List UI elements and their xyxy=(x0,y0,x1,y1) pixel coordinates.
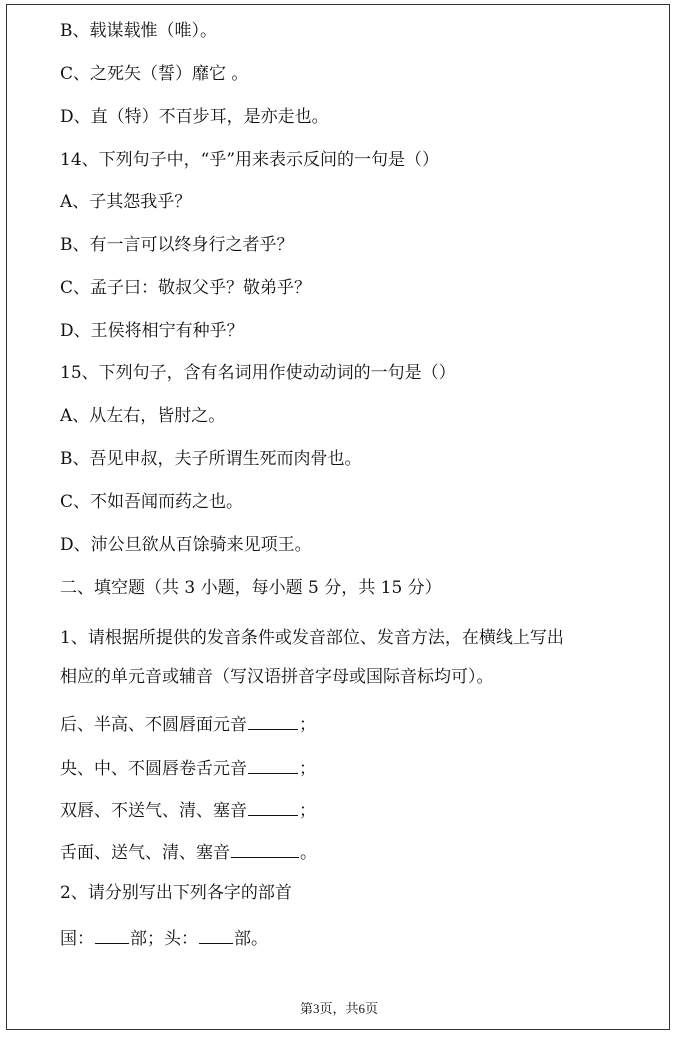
q15-option-b: B、吾见申叔，夫子所谓生死而肉骨也。 xyxy=(60,449,362,469)
radical-guo-blank[interactable] xyxy=(95,926,129,944)
answer-blank-1[interactable] xyxy=(248,712,298,730)
fill-item-1-text: 后、半高、不圆唇面元音 xyxy=(60,715,247,735)
radical-tou-label: 头： xyxy=(164,929,198,949)
fill-q2-stem: 2、请分别写出下列各字的部首 xyxy=(60,883,292,903)
answer-blank-3[interactable] xyxy=(248,798,298,816)
fill-item-2-text: 央、中、不圆唇卷舌元音 xyxy=(60,759,247,779)
q14-option-a: A、子其怨我乎？ xyxy=(60,192,192,212)
q13-option-d: D、直（特）不百步耳，是亦走也。 xyxy=(60,107,329,127)
fill-item-2 xyxy=(60,756,316,780)
fill-q1-line2: 相应的单元音或辅音（写汉语拼音字母或国际音标均可）。 xyxy=(60,667,494,687)
fill-q2-answers xyxy=(60,926,268,950)
radical-tou-blank[interactable] xyxy=(199,926,233,944)
radical-tou-end: 部。 xyxy=(234,929,268,949)
fill-item-4-end: 。 xyxy=(300,843,317,863)
fill-item-3-text: 双唇、不送气、清、塞音 xyxy=(60,801,247,821)
q15-option-c: C、不如吾闻而药之也。 xyxy=(60,492,244,512)
fill-item-1-end: ； xyxy=(299,715,316,735)
fill-item-4-text: 舌面、送气、清、塞音 xyxy=(60,843,230,863)
section2-title: 二、填空题（共 3 小题，每小题 5 分，共 15 分） xyxy=(60,578,442,598)
q14-option-c: C、孟子曰：敬叔父乎？敬弟乎？ xyxy=(60,278,312,298)
q13-option-c: C、之死矢（誓）靡它 。 xyxy=(60,64,249,84)
q14-option-b: B、有一言可以终身行之者乎？ xyxy=(60,235,294,255)
radical-guo-end: 部； xyxy=(130,929,164,949)
answer-blank-2[interactable] xyxy=(248,756,298,774)
fill-item-4 xyxy=(60,840,317,864)
q14-stem: 14、下列句子中，“乎”用来表示反问的一句是（） xyxy=(60,150,440,170)
fill-item-1 xyxy=(60,712,316,736)
q15-option-a: A、从左右，皆肘之。 xyxy=(60,406,226,426)
q15-option-d: D、沛公旦欲从百馀骑来见项王。 xyxy=(60,535,312,555)
q13-option-b: B、载谋载惟（唯）。 xyxy=(60,21,217,41)
fill-q1-line1: 1、请根据所提供的发音条件或发音部位、发音方法，在横线上写出 xyxy=(60,628,564,648)
answer-blank-4[interactable] xyxy=(231,840,299,858)
q15-stem: 15、下列句子，含有名词用作使动动词的一句是（） xyxy=(60,363,456,383)
q14-option-d: D、王侯将相宁有种乎？ xyxy=(60,321,244,341)
fill-item-3 xyxy=(60,798,316,822)
fill-item-3-end: ； xyxy=(299,801,316,821)
fill-item-2-end: ； xyxy=(299,759,316,779)
page-number: 第3页，共6页 xyxy=(299,1001,378,1016)
radical-guo-label: 国： xyxy=(60,929,94,949)
